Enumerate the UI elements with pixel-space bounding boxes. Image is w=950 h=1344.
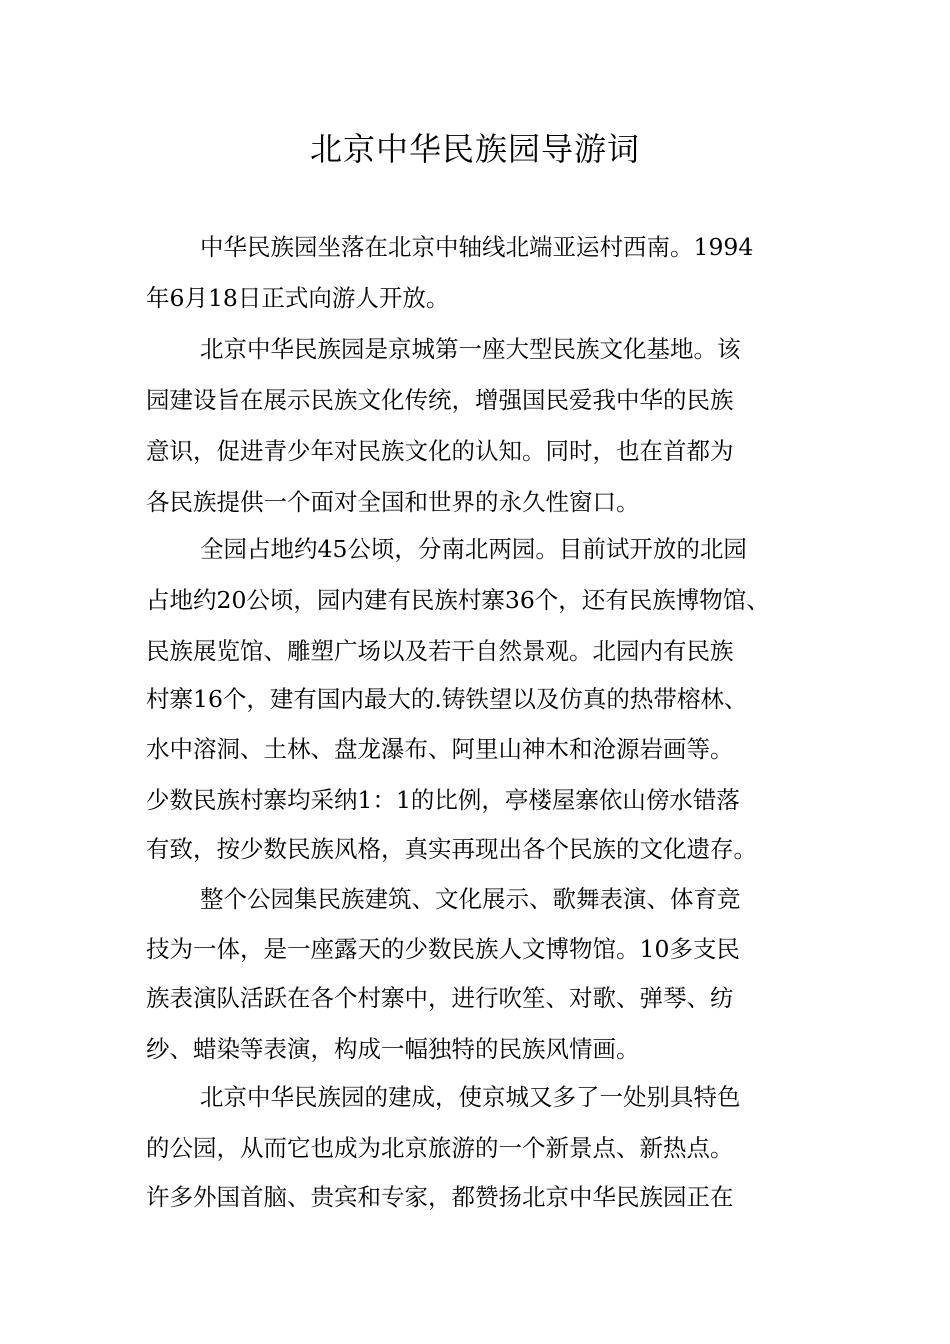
text-line: 技为一体，是一座露天的少数民族人文博物馆。10多支民 bbox=[146, 935, 740, 963]
text-line: 中华民族园坐落在北京中轴线北端亚运村西南。1994 bbox=[200, 233, 754, 261]
text-line: 各民族提供一个面对全国和世界的永久性窗口。 bbox=[146, 488, 640, 516]
text-line: 整个公园集民族建筑、文化展示、歌舞表演、体育竞 bbox=[200, 885, 741, 913]
text-line: 族表演队活跃在各个村寨中，进行吹笙、对歌、弹琴、纺 bbox=[146, 984, 734, 1012]
text-line: 民族展览馆、雕塑广场以及若干自然景观。北园内有民族 bbox=[146, 637, 734, 665]
text-line: 纱、蜡染等表演，构成一幅独特的民族风情画。 bbox=[146, 1035, 640, 1063]
text-line: 许多外国首脑、贵宾和专家，都赞扬北京中华民族园正在 bbox=[146, 1183, 734, 1211]
text-line: 少数民族村寨均采纳1：1的比例，亭楼屋寨依山傍水错落 bbox=[146, 786, 740, 814]
text-line: 意识，促进青少年对民族文化的认知。同时，也在首都为 bbox=[146, 437, 734, 465]
text-line: 北京中华民族园的建成，使京城又多了一处别具特色 bbox=[200, 1083, 741, 1111]
text-line: 全园占地约45公顷，分南北两园。目前试开放的北园 bbox=[200, 535, 747, 563]
text-line: 北京中华民族园是京城第一座大型民族文化基地。该 bbox=[200, 335, 741, 363]
text-line: 年6月18日正式向游人开放。 bbox=[146, 284, 450, 312]
text-line: 村寨16个，建有国内最大的.铸铁望以及仿真的热带榕林、 bbox=[146, 685, 748, 713]
text-line: 的公园，从而它也成为北京旅游的一个新景点、新热点。 bbox=[146, 1134, 734, 1162]
text-line: 园建设旨在展示民族文化传统，增强国民爱我中华的民族 bbox=[146, 386, 734, 414]
text-line: 占地约20公顷，园内建有民族村寨36个，还有民族博物馆、 bbox=[146, 586, 770, 614]
text-line: 有致，按少数民族风格，真实再现出各个民族的文化遗存。 bbox=[146, 835, 757, 863]
text-line: 水中溶洞、土林、盘龙瀑布、阿里山神木和沧源岩画等。 bbox=[146, 735, 734, 763]
document-title: 北京中华民族园导游词 bbox=[309, 130, 640, 168]
